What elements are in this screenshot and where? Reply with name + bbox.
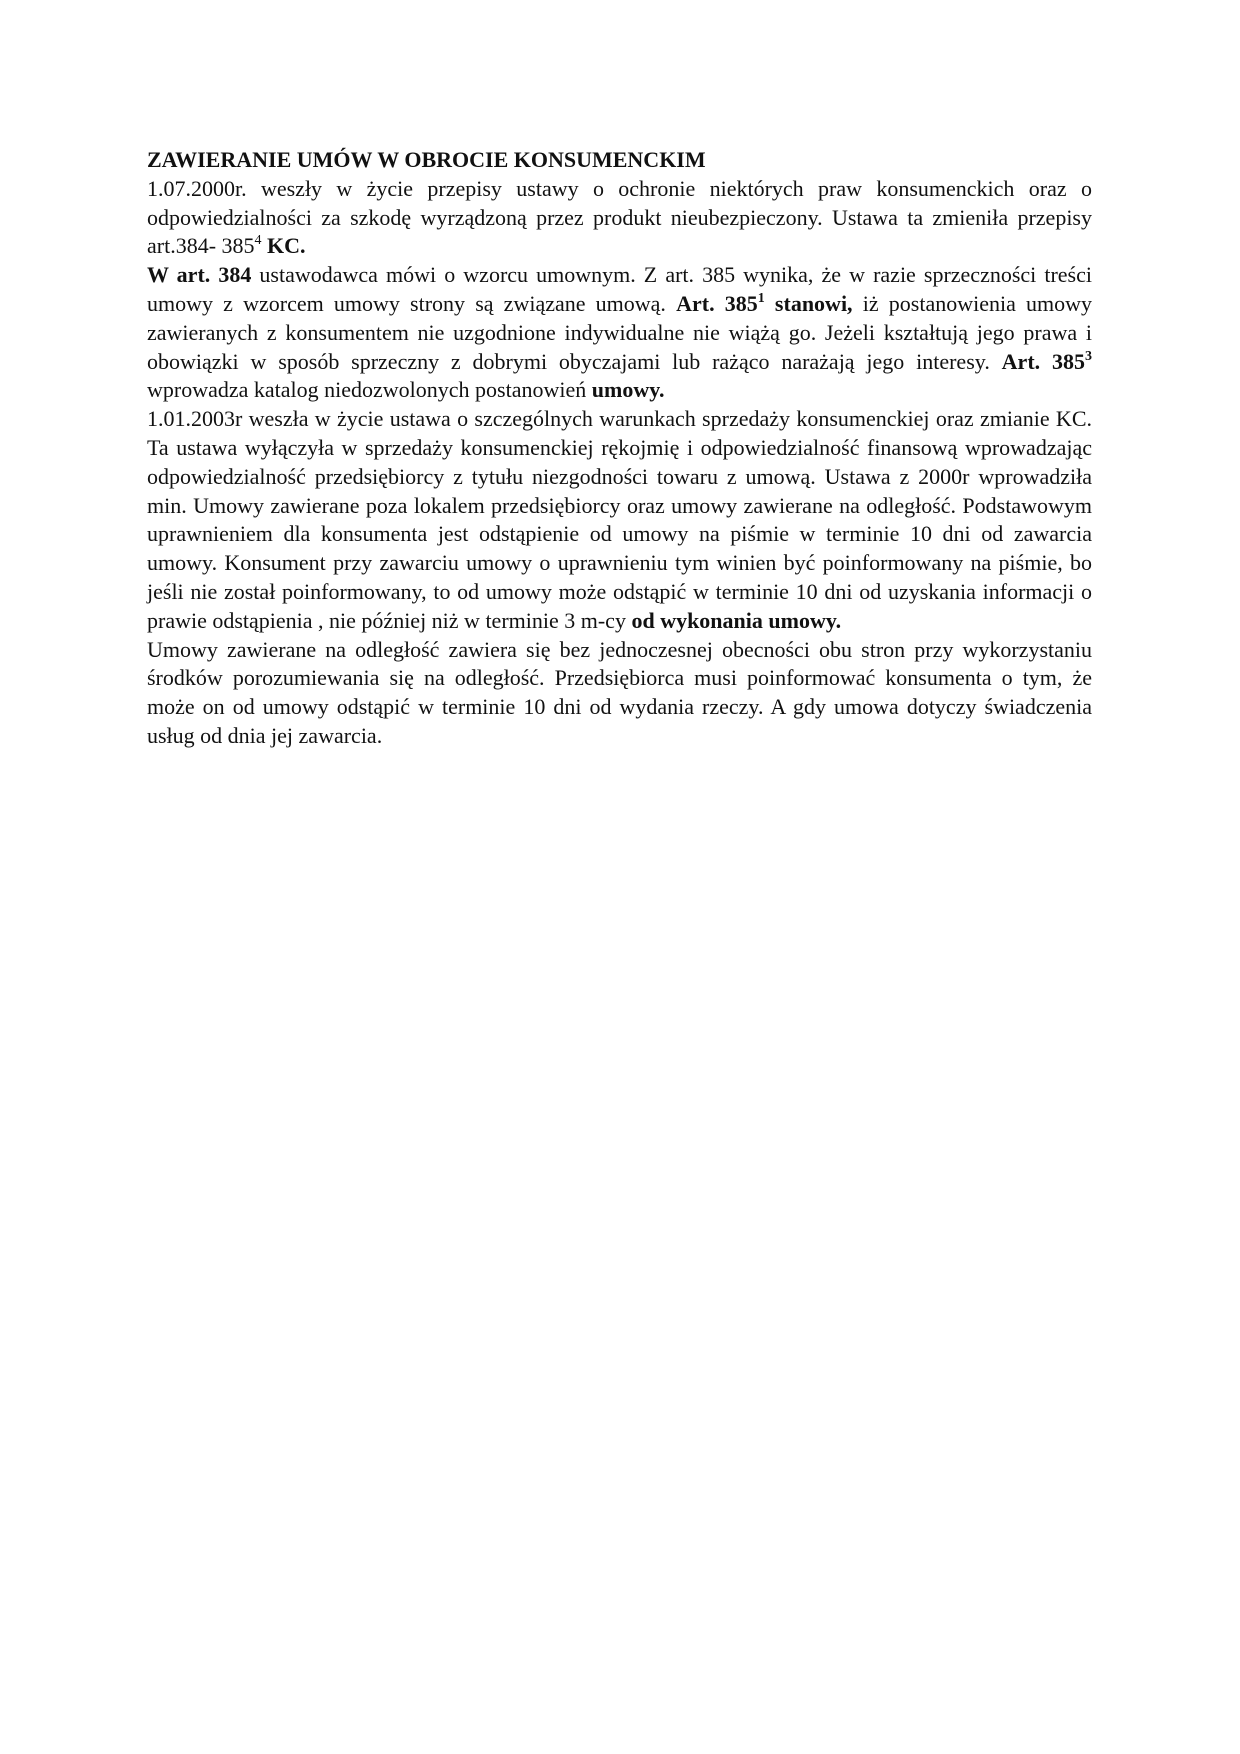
art-384-label: W art. 384 — [147, 262, 252, 288]
paragraph-2-text-a: ustawodawca mówi o wzorcu umownym. Z art. 385 wynika, że w razie sprzeczności treści umowy z wzorcem umowy strony są związane umową. — [147, 262, 1092, 316]
paragraph-3 — [147, 405, 1092, 635]
paragraph-2 — [147, 261, 1092, 405]
paragraph-3-bold-tail: od wykonania umowy. — [631, 607, 842, 633]
kc-label: KC. — [261, 233, 306, 259]
paragraph-4-text: Umowy zawierane na odległość zawiera się bez jednoczesnej obecności obu stron przy wykorzystaniu środków porozumiewania się na odległość. Przedsiębiorca musi poinformować konsumenta o tym, że może on od umowy odstąpić w terminie 10 dni od wydania rzeczy. A gdy umowa dotyczy świadczenia usług od dnia jej zawarcia. — [147, 636, 1092, 748]
superscript-3: 3 — [1085, 348, 1092, 364]
paragraph-1 — [147, 175, 1092, 261]
paragraph-4 — [147, 636, 1092, 751]
umowy-label: umowy. — [586, 377, 665, 403]
art-385-1-label: Art. 385 — [676, 290, 758, 316]
art-385-3-label: Art. 385 — [1001, 348, 1085, 374]
document-page — [147, 146, 1092, 751]
superscript-4: 4 — [254, 233, 262, 249]
stanowi-label: stanowi, — [764, 290, 853, 316]
paragraph-2-text-c: iż postanowienia umowy zawieranych z konsumentem nie uzgodnione indywidualne nie wiążą go. Jeżeli kształtują jego prawa i obowiązki w sposób sprzeczny z dobrymi obyczajami lub rażąco narażają jego interesy. — [147, 290, 1093, 374]
paragraph-3-text: 1.01.2003r weszła w życie ustawa o szczególnych warunkach sprzedaży konsumenckiej oraz zmianie KC. Ta ustawa wyłączyła w sprzedaży konsumenckiej rękojmię i odpowiedzialność finansową wprowadzając odpowiedzialność przedsiębiorcy z tytułu niezgodności towaru z umową. Ustawa z 2000r wprowadziła min. Umowy zawierane poza lokalem przedsiębiorcy oraz umowy zawierane na odległość. Podstawowym uprawnieniem dla konsumenta jest odstąpienie od umowy na piśmie w terminie 10 dni od zawarcia umowy. Konsument przy zawarciu umowy o uprawnieniu tym winien być poinformowany na piśmie, bo jeśli nie został poinformowany, to od umowy może odstąpić w terminie 10 dni od uzyskania informacji o prawie odstąpienia , nie później niż w terminie 3 m-cy — [147, 406, 1092, 633]
document-title: ZAWIERANIE UMÓW W OBROCIE KONSUMENCKIM — [147, 147, 706, 172]
superscript-1: 1 — [757, 290, 765, 306]
paragraph-1-text: 1.07.2000r. weszły w życie przepisy ustawy o ochronie niektórych praw konsumenckich oraz o odpowiedzialności za szkodę wyrządzoną przez produkt nieubezpieczony. Ustawa ta zmieniła przepisy art.384- 385 — [147, 175, 1092, 259]
paragraph-2-text-d: wprowadza katalog niedozwolonych postanowień — [147, 377, 587, 403]
